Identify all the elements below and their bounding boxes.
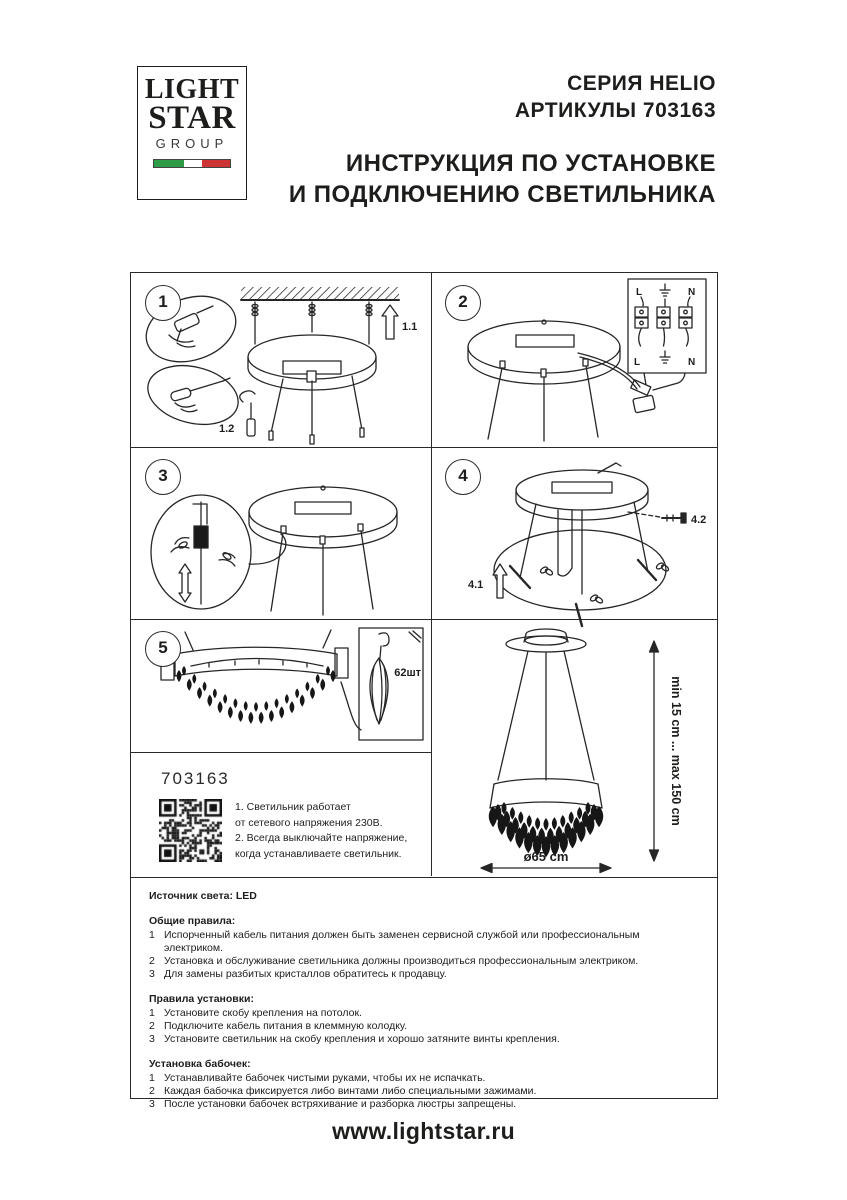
note-line: от сетевого напряжения 230В. xyxy=(235,816,383,829)
up-down-arrow-icon xyxy=(179,564,191,602)
section-general-rules: Общие правила: 1 Испорченный кабель питания должен быть заменен сервисной службой или профессиональным электриком. 2 Установка и обслуживание светильника должны производиться профессиональным электриком. 3 Для замены разбитых кристаллов обратитесь к продавцу. xyxy=(149,915,701,981)
label-4-2: 4.2 xyxy=(691,514,707,526)
crystal-inset xyxy=(359,628,423,740)
suspension-cables xyxy=(498,651,594,780)
series-title: СЕРИЯ HELIO xyxy=(567,72,716,95)
height-dimension xyxy=(650,641,684,861)
height-range-label: min 15 cm ... max 150 cm xyxy=(669,676,683,826)
light-source-line: Источник света: LED xyxy=(149,890,257,902)
lamp-ring-side xyxy=(490,779,602,808)
rule-item: 1 Установите скобу крепления на потолок. xyxy=(149,1007,362,1019)
flag-green xyxy=(154,160,184,167)
step-1-number: 1 xyxy=(145,285,181,321)
qr-code xyxy=(159,799,222,862)
note-line: 1. Светильник работает xyxy=(235,801,351,813)
label-N-top: N xyxy=(688,287,696,298)
label-L-top: L xyxy=(636,287,643,298)
product-notes xyxy=(235,800,407,862)
screwdriver-hand-icon xyxy=(142,357,245,434)
mounting-screws xyxy=(252,302,372,344)
note-line: когда устанавливаете светильник. xyxy=(235,847,402,860)
header-text xyxy=(289,70,716,210)
logo-text-group: GROUP xyxy=(155,136,229,151)
diameter-dimension xyxy=(481,849,611,873)
article-number: 703163 xyxy=(161,769,230,788)
logo-text-light: LIGHT xyxy=(144,74,240,105)
rule-item: 2 Каждая бабочка фиксируется либо винтами либо специальными зажимами. xyxy=(149,1085,537,1097)
rule-item: 2 Установка и обслуживание светильника должны производиться профессиональным электриком. xyxy=(149,955,639,967)
crystal-row-front xyxy=(177,670,336,724)
logo-text-star: STAR xyxy=(148,100,236,136)
label-4-1: 4.1 xyxy=(468,579,484,591)
section-install-rules: Правила установки: 1 Установите скобу крепления на потолок. 2 Подключите кабель питания в клеммную колодку. 3 Установите светильник на скобу крепления и хорошо затяните винты крепления. xyxy=(149,993,701,1046)
flag-white xyxy=(184,160,201,167)
cable-lock-inset xyxy=(151,495,251,609)
step-5-number: 5 xyxy=(145,631,181,667)
step-4-number: 4 xyxy=(445,459,481,495)
dimension-drawing xyxy=(432,620,717,876)
step-2-number: 2 xyxy=(445,285,481,321)
panel-dimensions xyxy=(432,620,717,876)
label-1-2: 1.2 xyxy=(219,423,235,435)
section-butterfly-rules: Установка бабочек: 1 Устанавливайте бабочек чистыми руками, чтобы их не испачкать. 2 Каждая бабочка фиксируется либо винтами либо специальными зажимами. 3 После установки бабочек встряхивание и разборка люстры запрещены. xyxy=(149,1058,701,1111)
italian-flag-icon xyxy=(153,159,231,168)
clamp-icons xyxy=(539,562,669,604)
rule-item: 3 Для замены разбитых кристаллов обратитесь к продавцу. xyxy=(149,968,447,980)
lamp-ring-side xyxy=(161,630,348,680)
panel-product xyxy=(131,753,430,876)
label-1-1: 1.1 xyxy=(402,321,418,333)
suspension-cables xyxy=(488,359,598,441)
label-L-bottom: L xyxy=(634,357,641,368)
ceiling-hatch xyxy=(241,287,399,300)
arrow-up-icon xyxy=(493,564,507,598)
leader-line xyxy=(341,682,361,730)
flag-red xyxy=(202,160,230,167)
rule-item: 2 Подключите кабель питания в клеммную колодку. xyxy=(149,1020,408,1032)
lightstar-logo xyxy=(137,66,247,200)
wiring-diagram-inset xyxy=(628,279,706,385)
website-url: www.lightstar.ru xyxy=(332,1118,515,1144)
suspension-cables xyxy=(271,524,373,615)
crystal-row-back xyxy=(182,666,330,712)
screwdriver-icon xyxy=(240,391,255,436)
label-crystal-count: 62шт xyxy=(394,667,421,679)
rule-item: 3 Установите светильник на скобу крепления и хорошо затяните винты крепления. xyxy=(149,1033,560,1045)
canopy xyxy=(506,629,586,652)
page-title: ИНСТРУКЦИЯ ПО УСТАНОВКЕ И ПОДКЛЮЧЕНИЮ СВЕТИЛЬНИКА xyxy=(288,150,716,208)
step-3-number: 3 xyxy=(145,459,181,495)
diameter-label: ø65 cm xyxy=(523,849,569,864)
arrow-up-icon xyxy=(382,305,398,339)
diagram-grid xyxy=(130,272,718,1110)
note-line: 2. Всегда выключайте напряжение, xyxy=(235,832,408,844)
articles-title: АРТИКУЛЫ 703163 xyxy=(514,99,716,122)
label-N-bottom: N xyxy=(688,357,696,368)
rule-item: 1 Устанавливайте бабочек чистыми руками, чтобы их не испачкать. xyxy=(149,1072,486,1084)
rule-item: 1 Испорченный кабель питания должен быть заменен сервисной службой или профессиональным электриком. xyxy=(149,929,640,954)
rule-item: 3 После установки бабочек встряхивание и разборка люстры запрещены. xyxy=(149,1098,517,1110)
panel-rules xyxy=(131,877,717,1110)
